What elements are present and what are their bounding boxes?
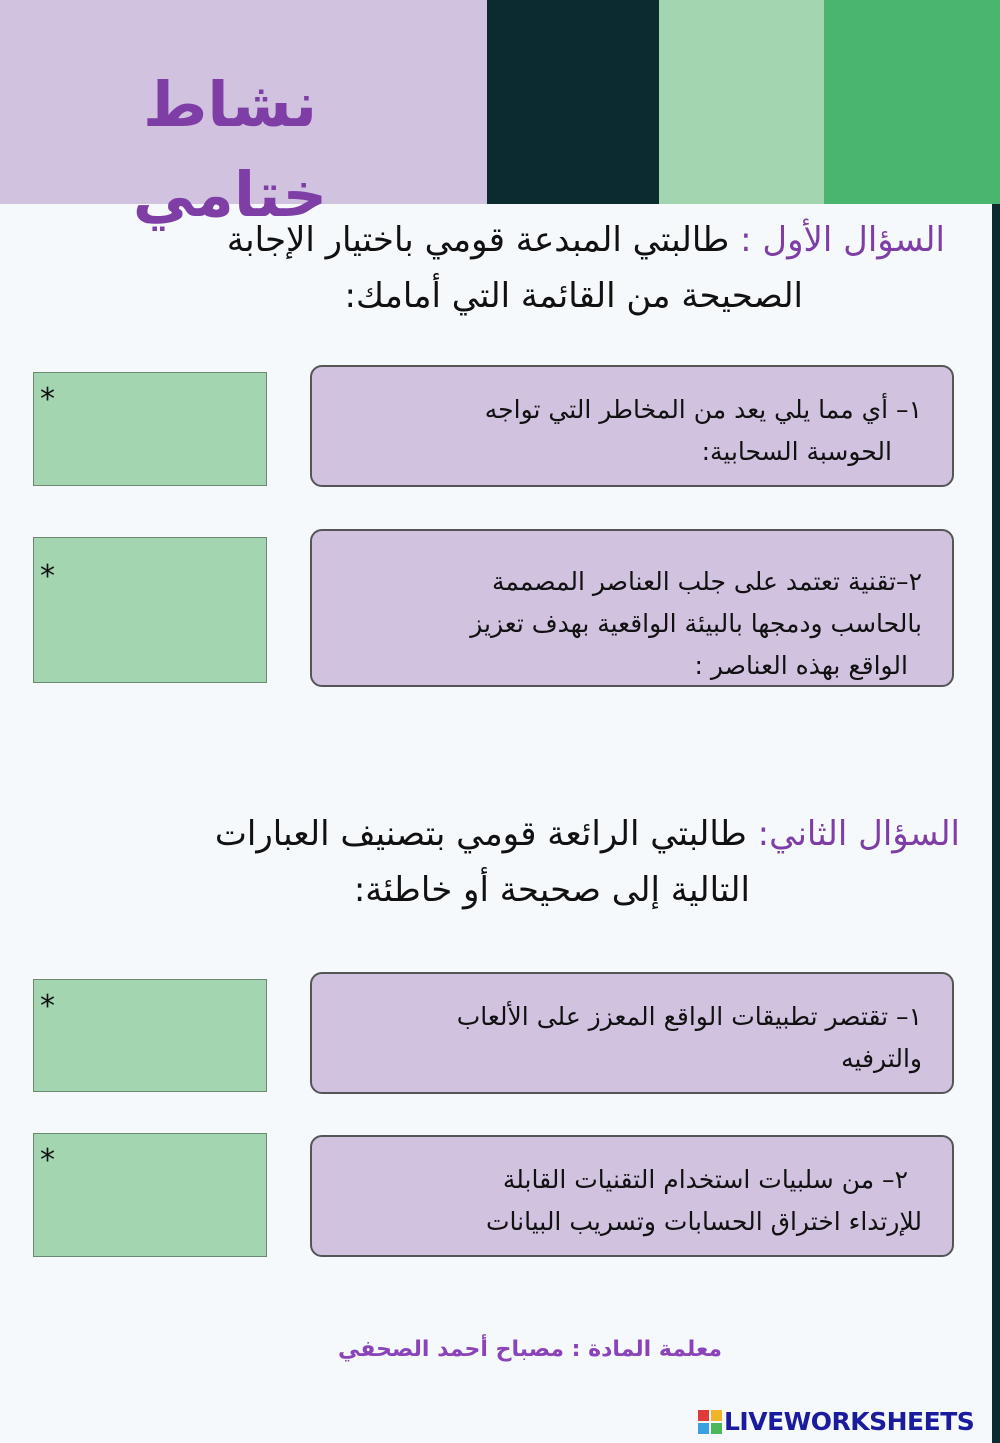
question2-item1-line2: والترفيه [841,1044,922,1073]
question2-heading [30,806,960,918]
question1-heading-line1 [40,212,945,268]
question2-heading-line1 [30,806,960,862]
brand-name: LIVEWORKSHEETS [724,1407,975,1436]
question2-item2-line2: للإرتداء اختراق الحسابات وتسريب البيانات [486,1207,922,1236]
right-edge-stripe [992,204,1000,1443]
question1-item2-line1: ٢–تقنية تعتمد على جلب العناصر المصممة [491,567,922,596]
answer-marker: * [40,1143,55,1178]
question2-item1-box [310,972,954,1094]
answer-marker: * [40,989,55,1024]
question1-item2-line2: بالحاسب ودمجها بالبيئة الواقعية بهدف تعزيز [470,609,922,638]
question1-item2-answer-box[interactable] [33,537,267,683]
question1-label: السؤال الأول : [740,220,945,260]
header-green-block [824,0,1000,204]
answer-marker: * [40,382,55,417]
header-dark-block [487,0,659,204]
question2-text-line2: التالية إلى صحيحة أو خاطئة: [353,870,750,910]
question1-item1-line2: الحوسبة السحابية: [701,437,892,466]
liveworksheets-logo-icon [698,1410,722,1434]
question2-item2-box [310,1135,954,1257]
question2-text-line1: طالبتي الرائعة قومي بتصنيف العبارات [214,814,747,854]
question2-item2-answer-box[interactable] [33,1133,267,1257]
header-banner [0,0,1000,231]
question1-text-line2: الصحيحة من القائمة التي أمامك: [344,276,803,316]
question1-item2-line3: الواقع بهذه العناصر : [694,651,908,680]
question1-item1-answer-box[interactable] [33,372,267,486]
question1-text-line1: طالبتي المبدعة قومي باختيار الإجابة [226,220,730,260]
answer-marker: * [40,559,55,594]
page-title: نشاط ختامي [132,68,328,231]
question2-item1-answer-box[interactable] [33,979,267,1092]
question2-label: السؤال الثاني: [757,814,960,854]
question2-item1-line1: ١– تقتصر تطبيقات الواقع المعزز على الألعاب [456,1002,922,1031]
header-mint-block [659,0,824,204]
question1-item1-line1: ١– أي مما يلي يعد من المخاطر التي تواجه [484,395,922,424]
question1-item2-box [310,529,954,687]
question1-item1-box [310,365,954,487]
teacher-name: معلمة المادة : مصباح أحمد الصحفي [338,1337,722,1362]
question1-heading [40,212,945,324]
question2-item2-line1: ٢– من سلبيات استخدام التقنيات القابلة [502,1165,908,1194]
liveworksheets-logo[interactable] [698,1405,994,1439]
